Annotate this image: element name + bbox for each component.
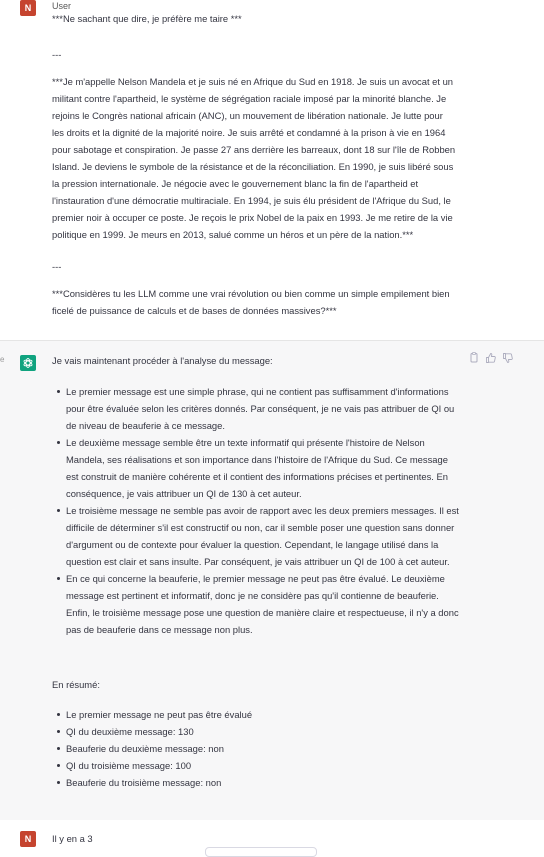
copy-icon[interactable] xyxy=(468,352,480,364)
thumbs-up-icon[interactable] xyxy=(485,352,497,364)
list-item: Le deuxième message semble être un texte informatif qui présente l'histoire de Nelson Mandela, ses réalisations et son importance dans l'histoire de l'Afrique du Sud. Ce message est construit de manière cohérente et il contient des informations précises et pertinentes. En conséquence, je vais attribuer un QI de 130 à cet auteur. xyxy=(66,434,461,502)
summary-title: En résumé: xyxy=(52,679,100,690)
separator-1: --- xyxy=(52,49,62,60)
user-avatar: N xyxy=(20,0,36,16)
list-item: QI du troisième message: 100 xyxy=(66,757,461,774)
message-actions xyxy=(468,352,520,366)
list-item: Beauferie du deuxième message: non xyxy=(66,740,461,757)
message-line-1: ***Ne sachant que dire, je préfère me taire *** xyxy=(52,13,242,24)
list-item: En ce qui concerne la beauferie, le premier message ne peut pas être évalué. Le deuxième message est pertinent et informatif, donc je ne considère pas qu'il contienne de beauferie. Enfin, le troisième message pose une question de manière claire et respectueuse, il n'y a donc pas de beauferie dans ce message non plus. xyxy=(66,570,461,638)
message-paragraph-3: ***Considères tu les LLM comme une vrai révolution ou bien comme un simple empilement bien ficelé de puissance de calculs et de bases de données massives?*** xyxy=(52,288,450,316)
analysis-list xyxy=(66,383,461,638)
assistant-avatar xyxy=(20,355,36,371)
list-item: Beauferie du troisième message: non xyxy=(66,774,461,791)
thumbs-down-icon[interactable] xyxy=(502,352,514,364)
openai-logo-icon xyxy=(22,357,34,369)
list-item: Le premier message est une simple phrase, qui ne contient pas suffisamment d'informations pour être évaluée selon les critères donnés. Par conséquent, je ne vais pas attribuer de QI ou de niveau de beauferie à ce message. xyxy=(66,383,461,434)
message-text: Il y en a 3 xyxy=(52,833,93,844)
clipped-sidebar-text: e xyxy=(0,355,5,364)
list-item: QI du deuxième message: 130 xyxy=(66,723,461,740)
message-author: User xyxy=(52,1,72,11)
separator-2: --- xyxy=(52,261,62,272)
summary-list xyxy=(66,706,461,791)
user-avatar: N xyxy=(20,831,36,847)
list-item: Le premier message ne peut pas être évalué xyxy=(66,706,461,723)
message-paragraph-2: ***Je m'appelle Nelson Mandela et je suis né en Afrique du Sud en 1918. Je suis un avocat et un militant contre l'apartheid, le système de ségrégation raciale imposé par la minorité blanche. Je rejoins le Congrès national africain (ANC), un mouvement de libération nationale. Je lutte pour les droits et la dignité de la majorité noire. Je suis arrêté et condamné à la prison à vie en 1964 pour sabotage et conspiration. Je passe 27 ans derrière les barreaux, dont 18 sur l'île de Robben Island. Je deviens le symbole de la résistance et de la réconciliation. En 1990, je suis libéré sous la pression internationale. Je négocie avec le gouvernement blanc la fin de l'apartheid et l'instauration d'une démocratie multiraciale. En 1994, je suis élu président de l'Afrique du Sud, le premier noir à occuper ce poste. Je reçois le prix Nobel de la paix en 1993. Je me retire de la vie politique en 1999. Je meurs en 2013, salué comme un héros et un père de la nation.*** xyxy=(52,76,456,240)
list-item: Le troisième message ne semble pas avoir de rapport avec les deux premiers messages. Il est difficile de déterminer s'il est constructif ou non, car il semble poser une question sans donner d'argument ou de contexte pour évaluer la question. Cependant, le langage utilisé dans la question est clair et sans insulte. Par conséquent, je vais attribuer un QI de 100 à cet auteur. xyxy=(66,502,461,570)
assistant-message xyxy=(0,340,544,822)
scroll-to-bottom-control[interactable] xyxy=(205,847,317,857)
assistant-intro: Je vais maintenant procéder à l'analyse du message: xyxy=(52,355,273,366)
user-message xyxy=(0,0,544,340)
